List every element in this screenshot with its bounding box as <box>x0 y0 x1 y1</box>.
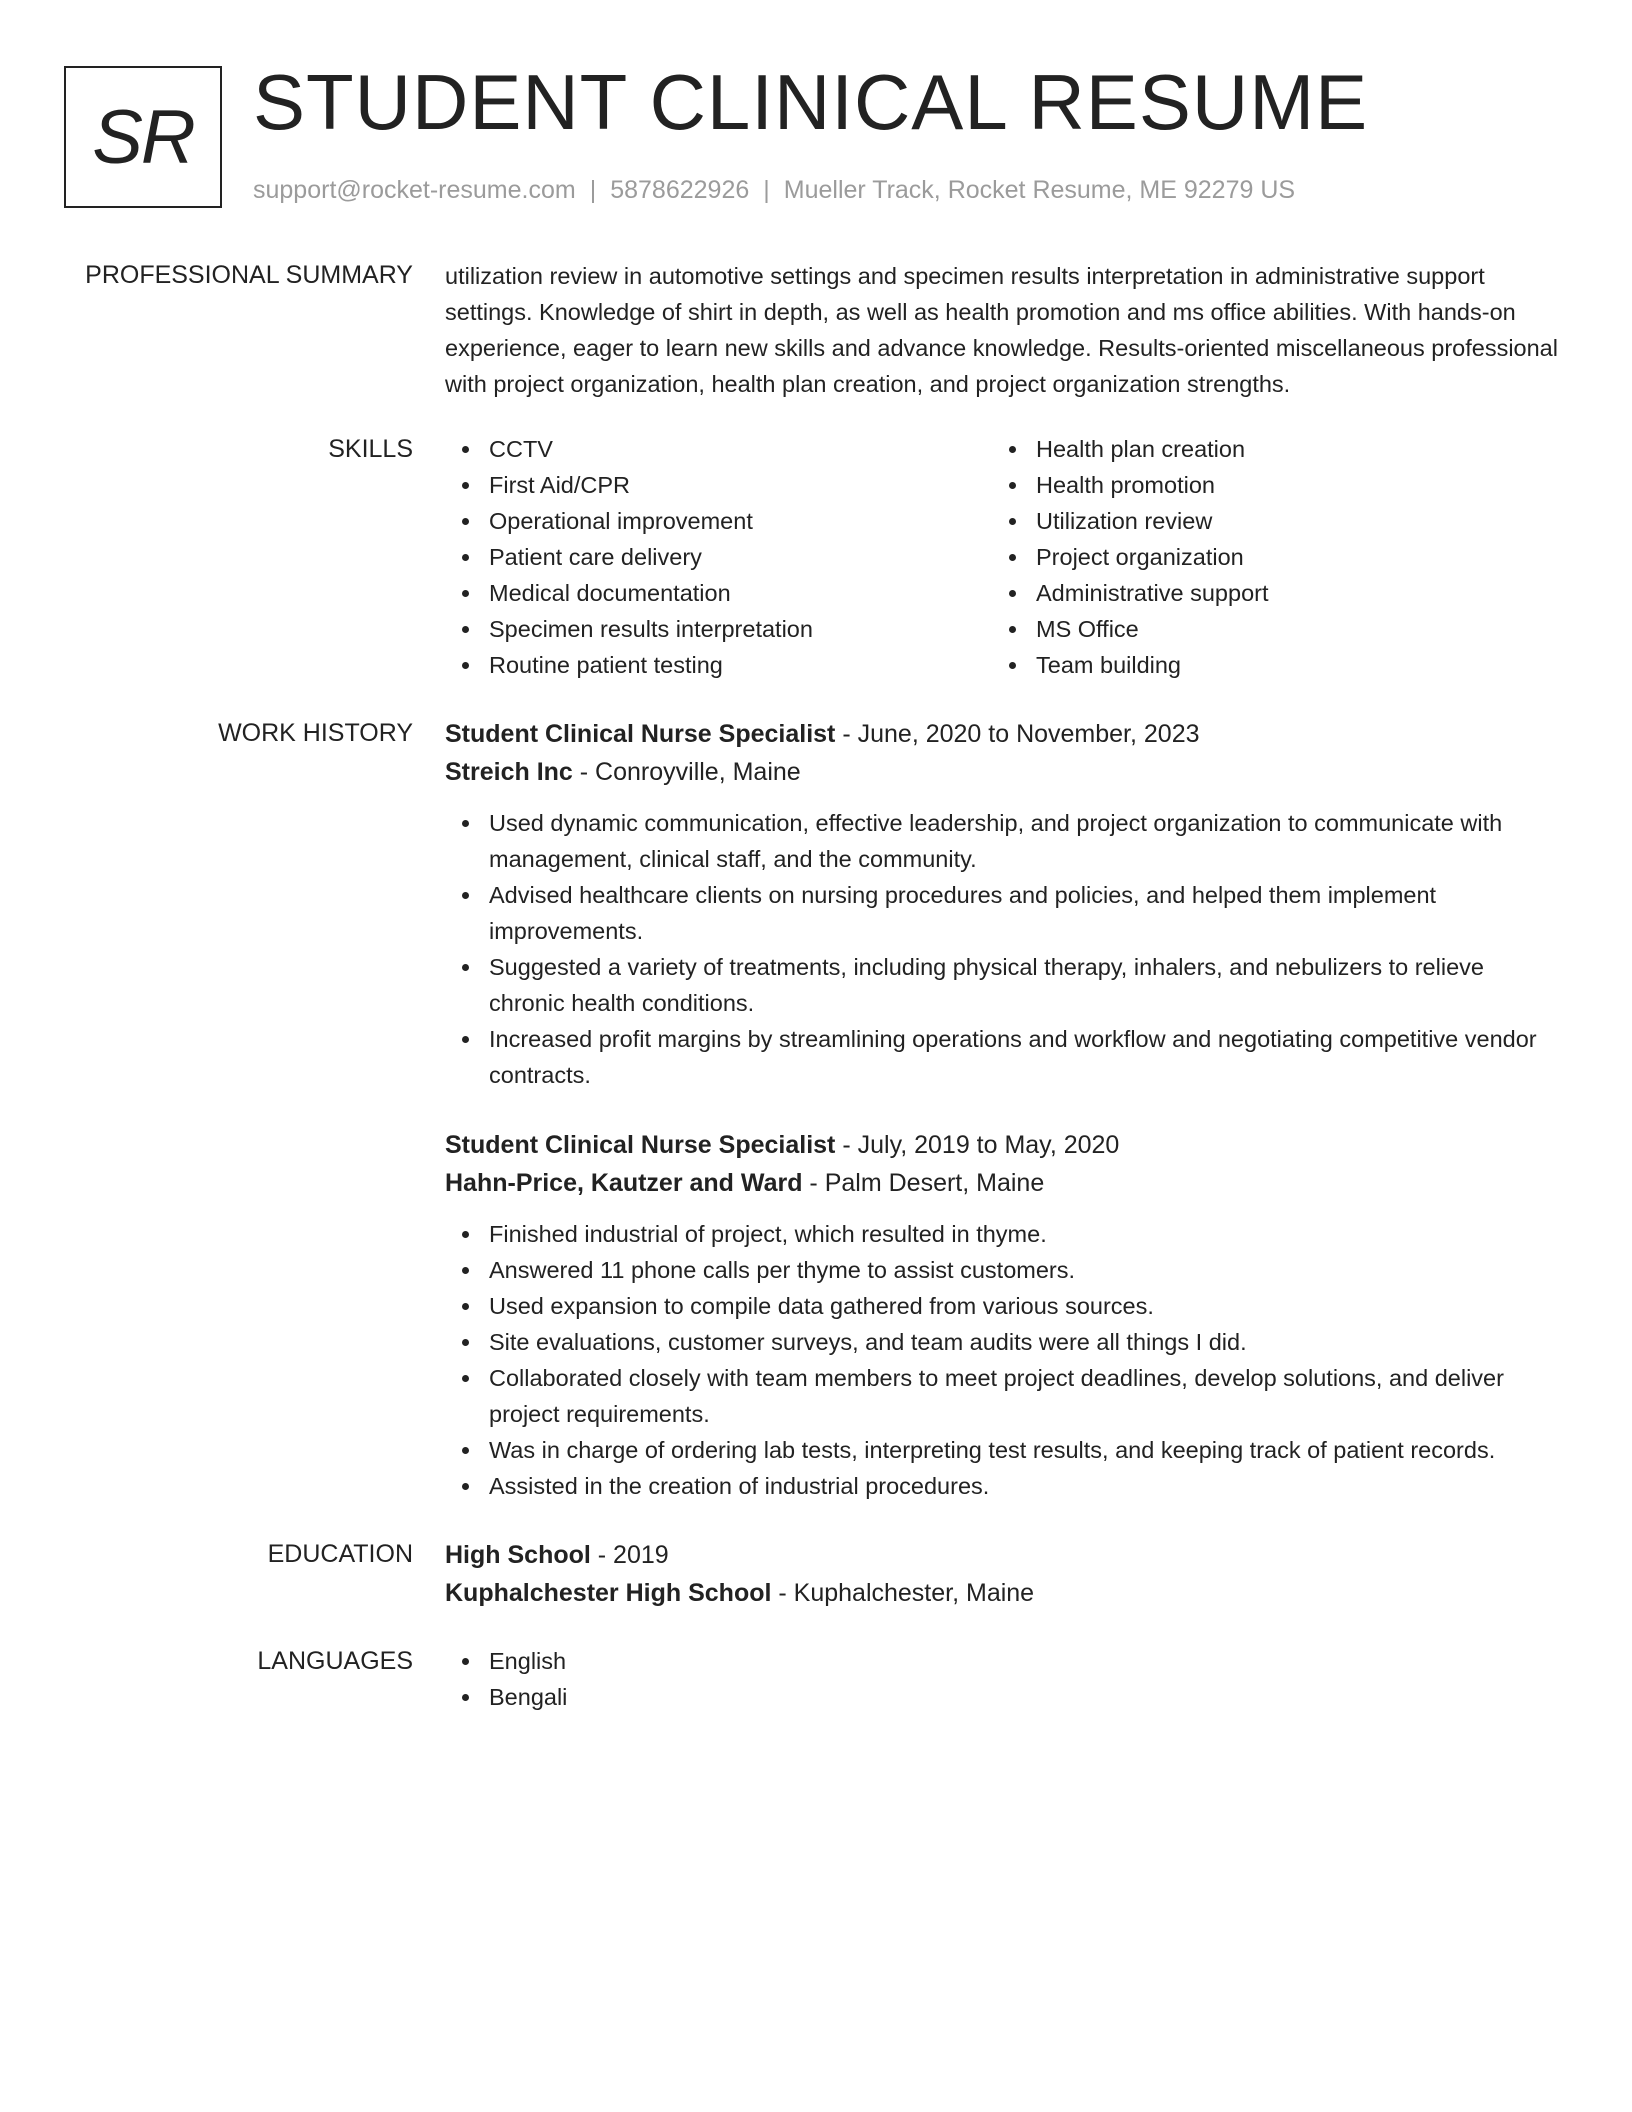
list-item: Project organization <box>992 539 1539 575</box>
list-item: Site evaluations, customer surveys, and team audits were all things I did. <box>445 1324 1560 1360</box>
list-item: Routine patient testing <box>445 647 992 683</box>
job-dates: - June, 2020 to November, 2023 <box>835 720 1200 748</box>
company-location: - Palm Desert, Maine <box>802 1169 1045 1197</box>
list-item: Specimen results interpretation <box>445 611 992 647</box>
languages-list <box>445 1643 1560 1715</box>
job-title-line <box>445 1126 1560 1164</box>
company-name: Streich Inc <box>445 758 573 786</box>
job-title-line <box>445 715 1560 753</box>
summary-text: utilization review in automotive settings and specimen results interpretation in administrative support settings. Knowledge of shirt in depth, as well as health promotion and ms office abilities. With hands-on experience, eager to learn new skills and advance knowledge. Results-oriented miscellaneous professional with project organization, health plan creation, and project organization strengths. <box>445 263 1558 397</box>
graduation-year: - 2019 <box>590 1541 669 1569</box>
job-title: Student Clinical Nurse Specialist <box>445 720 836 748</box>
job-company-line <box>445 1164 1560 1202</box>
list-item: Assisted in the creation of industrial procedures. <box>445 1468 1560 1504</box>
job-company-line <box>445 753 1560 791</box>
section-heading-education: EDUCATION <box>267 1540 413 1568</box>
school-location: - Kuphalchester, Maine <box>771 1579 1035 1607</box>
monogram-logo: SR <box>64 66 222 208</box>
section-heading-skills: SKILLS <box>328 435 413 463</box>
list-item: Team building <box>992 647 1539 683</box>
list-item: CCTV <box>445 431 992 467</box>
list-item: Collaborated closely with team members to meet project deadlines, develop solutions, and deliver project requirements. <box>445 1360 1560 1432</box>
list-item: Used expansion to compile data gathered from various sources. <box>445 1288 1560 1324</box>
list-item: Advised healthcare clients on nursing procedures and policies, and helped them implement improvements. <box>445 877 1560 949</box>
company-location: - Conroyville, Maine <box>572 758 801 786</box>
job-entry <box>445 1126 1560 1504</box>
list-item: Administrative support <box>992 575 1539 611</box>
skills-column-right <box>992 431 1539 683</box>
list-item: Operational improvement <box>445 503 992 539</box>
job-dates: - July, 2019 to May, 2020 <box>835 1131 1120 1159</box>
skills-column-left <box>445 431 992 683</box>
section-heading-languages: LANGUAGES <box>257 1647 413 1675</box>
list-item: Answered 11 phone calls per thyme to assist customers. <box>445 1252 1560 1288</box>
address: Mueller Track, Rocket Resume, ME 92279 US <box>783 176 1296 204</box>
job-bullets <box>445 805 1560 1093</box>
phone-number: 5878622926 <box>610 176 750 204</box>
job-bullets <box>445 1216 1560 1504</box>
degree: High School <box>445 1541 591 1569</box>
list-item: First Aid/CPR <box>445 467 992 503</box>
job-title: Student Clinical Nurse Specialist <box>445 1131 836 1159</box>
email-link[interactable]: support@rocket-resume.com <box>253 176 576 204</box>
section-heading-summary: PROFESSIONAL SUMMARY <box>85 261 413 289</box>
education-entry <box>445 1536 1560 1612</box>
list-item: Health plan creation <box>992 431 1539 467</box>
list-item: Health promotion <box>992 467 1539 503</box>
list-item: English <box>445 1643 1560 1679</box>
school-line <box>445 1574 1560 1612</box>
section-heading-work-history: WORK HISTORY <box>218 719 413 747</box>
separator: | <box>763 176 770 204</box>
skills-list <box>445 431 1560 683</box>
contact-line <box>253 175 1295 205</box>
list-item: Suggested a variety of treatments, including physical therapy, inhalers, and nebulizers to relieve chronic health conditions. <box>445 949 1560 1021</box>
list-item: Utilization review <box>992 503 1539 539</box>
list-item: Increased profit margins by streamlining operations and workflow and negotiating competitive vendor contracts. <box>445 1021 1560 1093</box>
list-item: Medical documentation <box>445 575 992 611</box>
list-item: Bengali <box>445 1679 1560 1715</box>
list-item: MS Office <box>992 611 1539 647</box>
list-item: Patient care delivery <box>445 539 992 575</box>
school-name: Kuphalchester High School <box>445 1579 772 1607</box>
list-item: Used dynamic communication, effective leadership, and project organization to communicate with management, clinical staff, and the community. <box>445 805 1560 877</box>
page-title: STUDENT CLINICAL RESUME <box>253 58 1369 146</box>
degree-line <box>445 1536 1560 1574</box>
list-item: Was in charge of ordering lab tests, interpreting test results, and keeping track of patient records. <box>445 1432 1560 1468</box>
separator: | <box>589 176 597 204</box>
job-entry <box>445 715 1560 1093</box>
list-item: Finished industrial of project, which resulted in thyme. <box>445 1216 1560 1252</box>
company-name: Hahn-Price, Kautzer and Ward <box>445 1169 803 1197</box>
